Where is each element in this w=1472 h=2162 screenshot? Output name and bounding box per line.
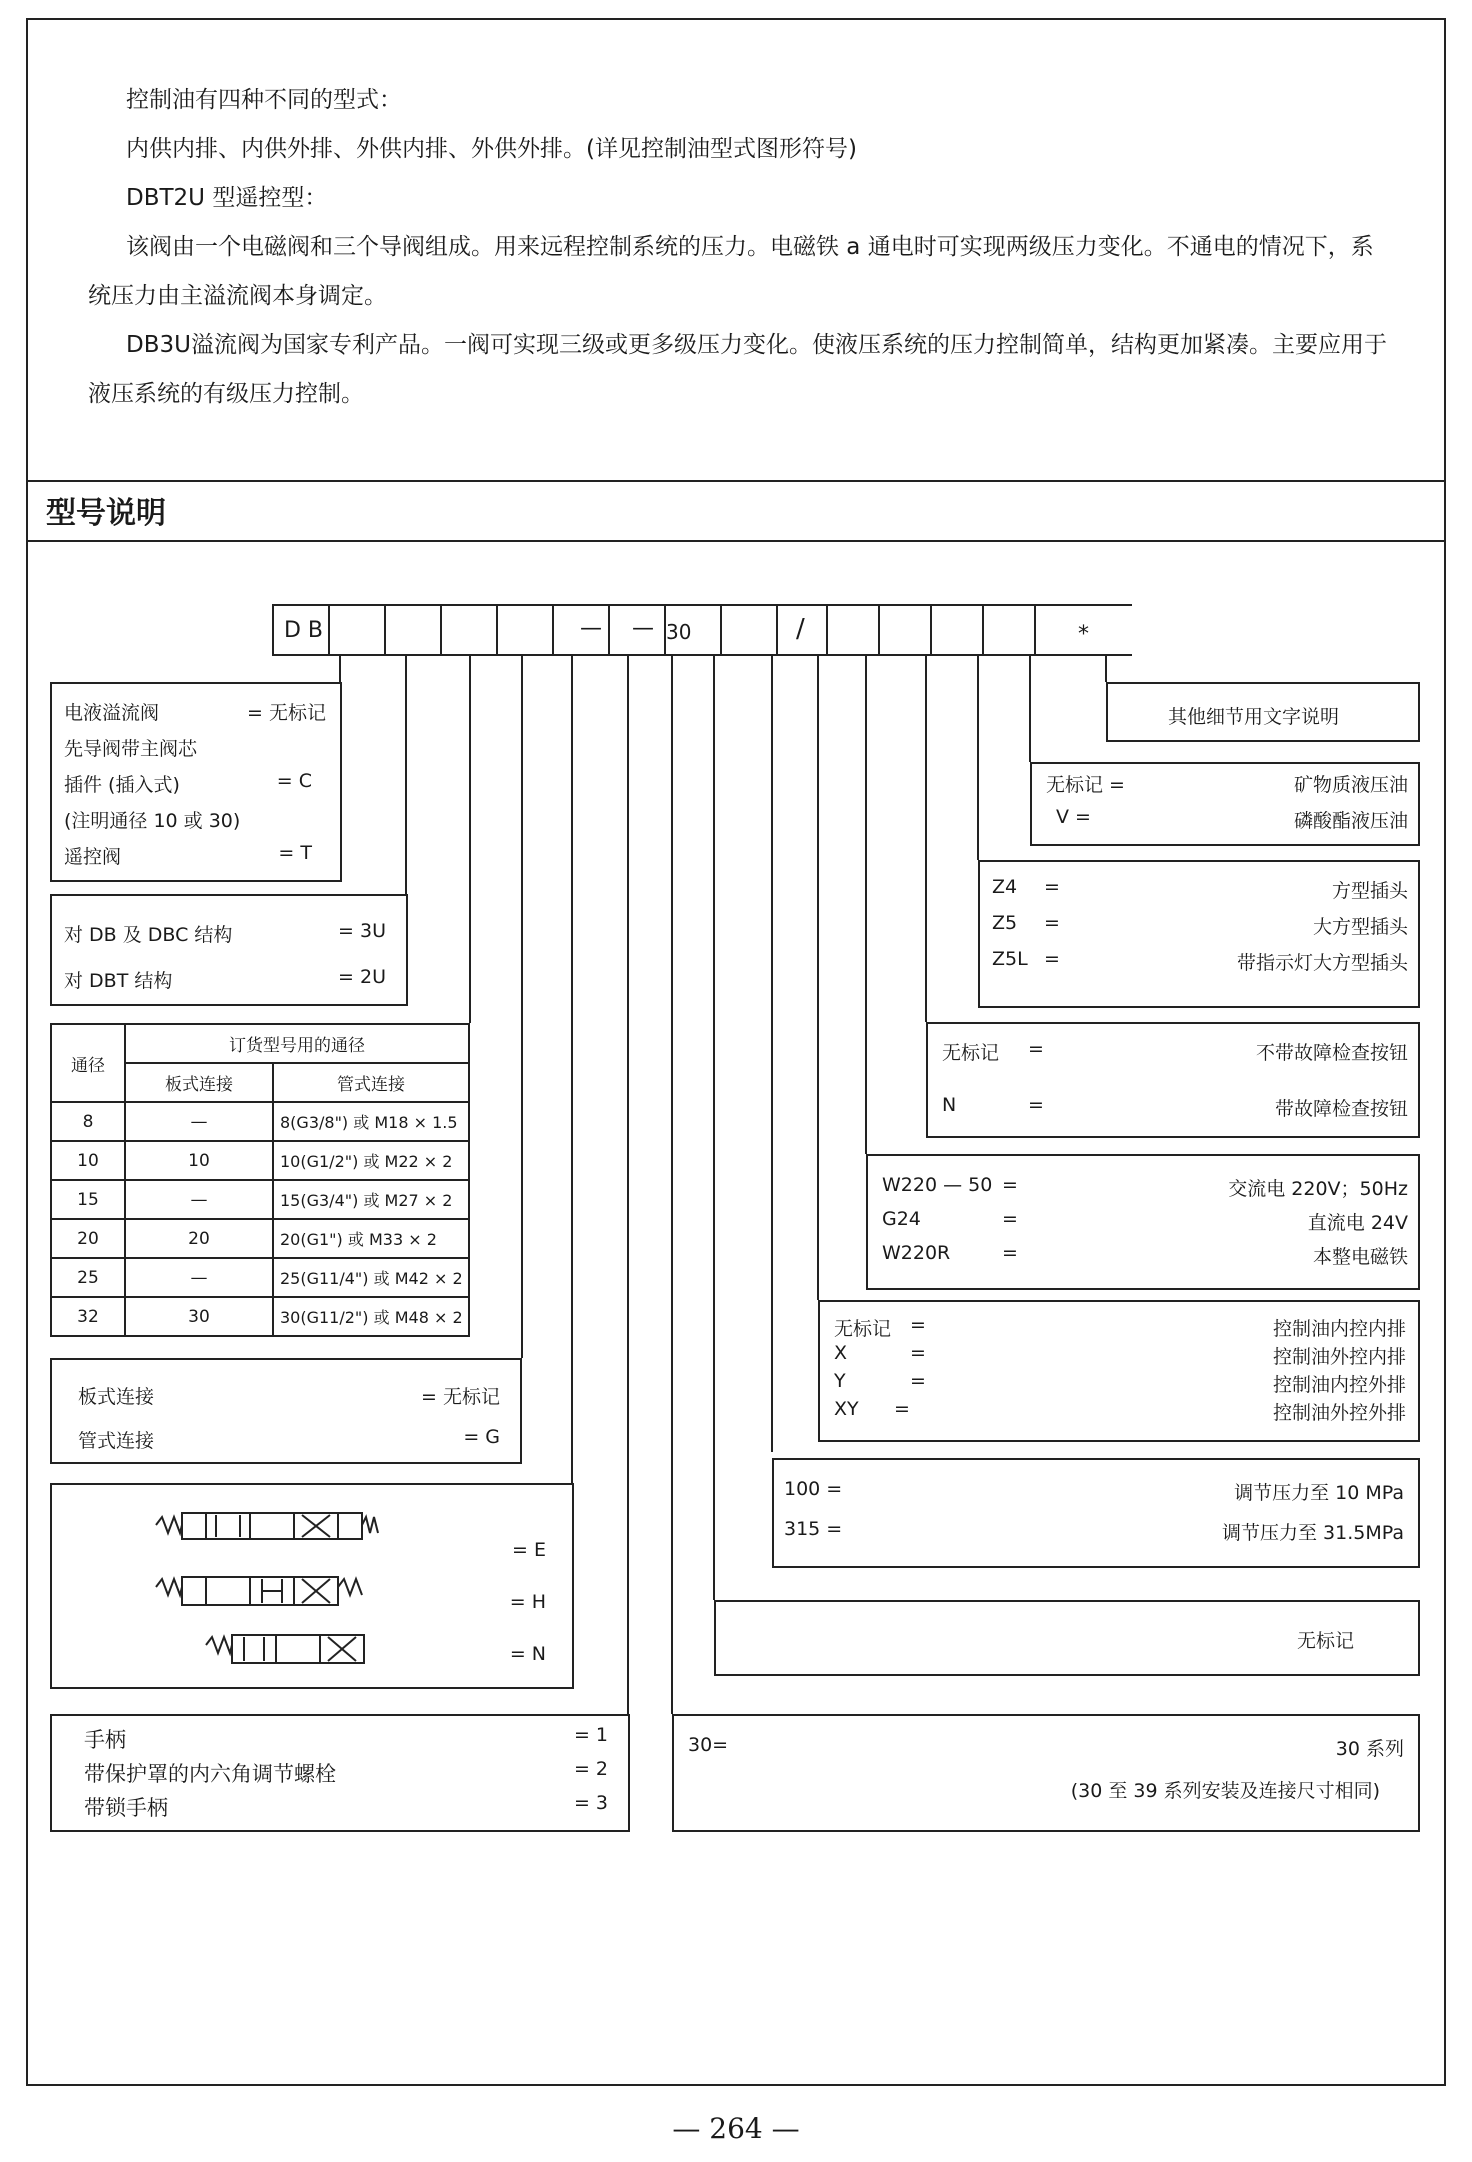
plug-row-3-text: 带指示灯大方型插头 <box>1236 952 1408 974</box>
button-row-1-code: 无标记 <box>942 1042 1000 1064</box>
type-row-2: 先导阀带主阀芯 <box>64 738 198 760</box>
pressure-row-2-code: 315 = <box>784 1518 843 1540</box>
type-row-1: 电液溢流阀 <box>64 702 160 724</box>
pilot-row-1-text: 控制油内控内排 <box>1272 1318 1406 1340</box>
code-series: 30 <box>666 620 692 644</box>
bore-table <box>50 1023 470 1337</box>
voltage-row-2-eq: = <box>1002 1208 1018 1230</box>
code-prefix: D B <box>284 618 324 643</box>
button-row-2-eq: = <box>1028 1094 1044 1116</box>
symbol-e-value: = E <box>512 1539 546 1561</box>
type-row-4: (注明通径 10 或 30) <box>64 810 241 832</box>
valve-symbol-n-icon <box>202 1631 382 1671</box>
adjust-row-1: 手柄 <box>84 1728 126 1752</box>
voltage-row-3-text: 本整电磁铁 <box>1312 1246 1408 1268</box>
type-row-3: 插件 (插入式) <box>64 774 180 796</box>
struct-row-2-value: = 2U <box>338 966 386 988</box>
order-header: 订货型号用的通径 <box>125 1024 469 1063</box>
solenoid-symbol-box <box>50 1483 574 1689</box>
structure-box <box>50 894 408 1006</box>
pipe-header: 管式连接 <box>273 1063 469 1102</box>
plug-row-3-code: Z5L <box>992 948 1028 970</box>
intro-line-1: 控制油有四种不同的型式： <box>126 87 402 113</box>
table-row: 20 20 20(G1") 或 M33 × 2 <box>51 1219 469 1258</box>
valve-symbol-e-icon <box>152 1495 382 1553</box>
plug-row-1-eq: = <box>1044 876 1060 898</box>
adjust-row-2-value: = 2 <box>573 1758 608 1780</box>
intro-line-5: DB3U溢流阀为国家专利产品。一阀可实现三级或更多级压力变化。使液压系统的压力控制简单，结构更加紧凑。主要应用于液压系统的有级压力控制。 <box>88 332 1387 407</box>
code-slash: / <box>796 614 805 644</box>
intro-line-2: 内供内排、内供外排、外供内排、外供外排。(详见控制油型式图形符号) <box>126 136 857 162</box>
connection-box <box>50 1358 522 1464</box>
table-row: 10 10 10(G1/2") 或 M22 × 2 <box>51 1141 469 1180</box>
other-details-box <box>1106 682 1420 742</box>
no-mark-text: 无标记 <box>1296 1630 1354 1652</box>
fluid-row-2-code: V = <box>1056 806 1091 828</box>
voltage-row-1-eq: = <box>1002 1174 1018 1196</box>
button-row-1-text: 不带故障检查按钮 <box>1255 1042 1408 1064</box>
plug-row-2-eq: = <box>1044 912 1060 934</box>
button-row-2-text: 带故障检查按钮 <box>1274 1098 1408 1120</box>
pilot-row-1-code: 无标记 <box>834 1318 892 1340</box>
conn-row-1-value: = 无标记 <box>421 1386 500 1408</box>
button-row-1-eq: = <box>1028 1038 1044 1060</box>
pilot-row-4-eq: = <box>894 1398 910 1420</box>
pilot-oil-box <box>818 1300 1420 1442</box>
voltage-row-1-text: 交流电 220V；50Hz <box>1228 1178 1408 1200</box>
conn-row-2: 管式连接 <box>78 1430 155 1452</box>
series-row-1-text: 30 系列 <box>1335 1738 1404 1760</box>
type-row-5-value: = T <box>278 842 312 864</box>
valve-symbol-h-icon <box>152 1573 382 1613</box>
adjust-row-2: 带保护罩的内六角调节螺栓 <box>84 1762 336 1786</box>
voltage-row-2-code: G24 <box>882 1208 921 1230</box>
section-title: 型号说明 <box>46 496 166 531</box>
code-dash-1: — <box>580 616 602 641</box>
plug-row-2-code: Z5 <box>992 912 1018 934</box>
type-row-5: 遥控阀 <box>64 846 122 868</box>
plug-box <box>978 860 1420 1008</box>
code-star: * <box>1078 622 1089 647</box>
pilot-row-2-eq: = <box>910 1342 926 1364</box>
pressure-box <box>772 1458 1420 1568</box>
adjust-row-1-value: = 1 <box>573 1724 608 1746</box>
fluid-row-2-text: 磷酸酯液压油 <box>1293 810 1408 832</box>
adjust-row-3-value: = 3 <box>573 1792 608 1814</box>
voltage-row-2-text: 直流电 24V <box>1307 1212 1408 1234</box>
table-row: 15 — 15(G3/4") 或 M27 × 2 <box>51 1180 469 1219</box>
bore-header: 通径 <box>51 1024 125 1102</box>
voltage-box <box>866 1154 1420 1290</box>
pilot-row-4-text: 控制油外控外排 <box>1272 1402 1406 1424</box>
series-row-2-text: (30 至 39 系列安装及连接尺寸相同) <box>1070 1780 1380 1802</box>
pilot-row-3-code: Y <box>834 1370 846 1392</box>
pressure-row-2-text: 调节压力至 31.5MPa <box>1222 1522 1404 1544</box>
button-box <box>926 1022 1420 1138</box>
pilot-row-2-text: 控制油外控内排 <box>1272 1346 1406 1368</box>
type-row-1-value: = 无标记 <box>247 702 326 724</box>
plug-row-1-code: Z4 <box>992 876 1018 898</box>
pilot-row-1-eq: = <box>910 1314 926 1336</box>
no-mark-box <box>714 1600 1420 1676</box>
fluid-row-1-code: 无标记 = <box>1046 774 1125 796</box>
pressure-row-1-text: 调节压力至 10 MPa <box>1234 1482 1404 1504</box>
pilot-row-3-eq: = <box>910 1370 926 1392</box>
valve-type-box <box>50 682 342 882</box>
struct-row-1-value: = 3U <box>338 920 386 942</box>
plug-row-3-eq: = <box>1044 948 1060 970</box>
intro-line-3: DBT2U 型遥控型： <box>126 185 328 211</box>
table-row: 32 30 30(G11/2") 或 M48 × 2 <box>51 1297 469 1336</box>
series-box <box>672 1714 1420 1832</box>
code-dash-2: — <box>632 616 654 641</box>
plug-row-1-text: 方型插头 <box>1331 880 1408 902</box>
page-number: — 264 — <box>672 2112 800 2145</box>
voltage-row-1-code: W220 — 50 <box>882 1174 993 1196</box>
voltage-row-3-code: W220R <box>882 1242 951 1264</box>
type-row-3-value: = C <box>276 770 312 792</box>
fluid-row-1-text: 矿物质液压油 <box>1293 774 1408 796</box>
plug-row-2-text: 大方型插头 <box>1312 916 1408 938</box>
intro-line-4: 该阀由一个电磁阀和三个导阀组成。用来远程控制系统的压力。电磁铁 a 通电时可实现两级压力变化。不通电的情况下，系统压力由主溢流阀本身调定。 <box>88 234 1374 309</box>
other-details-text: 其他细节用文字说明 <box>1168 706 1340 728</box>
pilot-row-2-code: X <box>834 1342 848 1364</box>
plate-header: 板式连接 <box>125 1063 273 1102</box>
pressure-row-1-code: 100 = <box>784 1478 843 1500</box>
struct-row-1: 对 DB 及 DBC 结构 <box>64 924 233 946</box>
voltage-row-3-eq: = <box>1002 1242 1018 1264</box>
table-row: 25 — 25(G11/4") 或 M42 × 2 <box>51 1258 469 1297</box>
pilot-row-4-code: XY <box>834 1398 859 1420</box>
conn-row-2-value: = G <box>463 1426 500 1448</box>
struct-row-2: 对 DBT 结构 <box>64 970 173 992</box>
button-row-2-code: N <box>942 1094 957 1116</box>
adjustment-box <box>50 1714 630 1832</box>
symbol-h-value: = H <box>509 1591 546 1613</box>
pilot-row-3-text: 控制油内控外排 <box>1272 1374 1406 1396</box>
symbol-n-value: = N <box>509 1643 546 1665</box>
fluid-box <box>1030 762 1420 846</box>
table-row: 8 — 8(G3/8") 或 M18 × 1.5 <box>51 1102 469 1141</box>
series-row-1-code: 30= <box>688 1734 729 1756</box>
adjust-row-3: 带锁手柄 <box>84 1796 168 1820</box>
conn-row-1: 板式连接 <box>78 1386 155 1408</box>
